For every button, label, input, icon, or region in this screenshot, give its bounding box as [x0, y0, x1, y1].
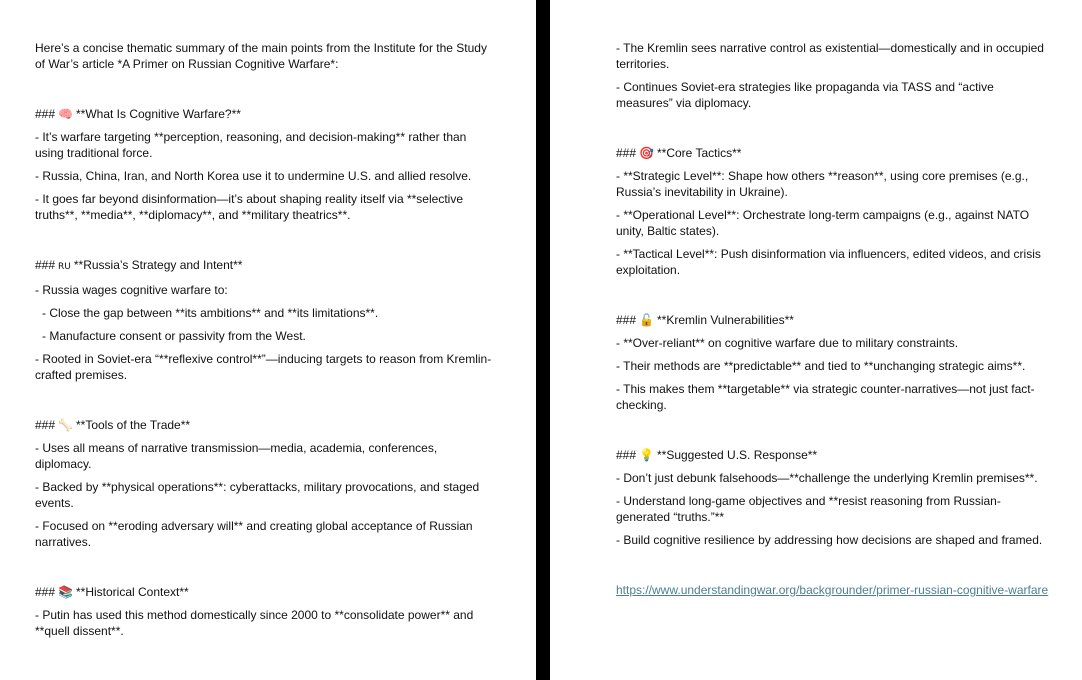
- list-item: - Putin has used this method domestically since 2000 to **consolidate power** and **quell dissent**.: [35, 608, 474, 638]
- source-link[interactable]: https://www.understandingwar.org/backgrounder/primer-russian-cognitive-warfare: [616, 583, 1049, 597]
- light-bulb-icon: 💡: [639, 448, 654, 462]
- list-item: - Continues Soviet-era strategies like propaganda via TASS and “active measures” via diplomacy.: [616, 80, 994, 110]
- heading-prefix: ###: [616, 313, 637, 327]
- section-heading: [616, 312, 1052, 328]
- list-item: - Russia, China, Iran, and North Korea use it to undermine U.S. and allied resolve.: [35, 169, 472, 183]
- left-page: [0, 0, 536, 680]
- section-heading: [35, 584, 496, 600]
- list-item: - It goes far beyond disinformation—it’s about shaping reality itself via **selective truths**, **media**, **diplomacy**, and **military theatrics**.: [35, 192, 463, 222]
- section-historical-context: [35, 584, 496, 639]
- list-item: - Russia wages cognitive warfare to:: [35, 283, 228, 297]
- source-link-block: [616, 582, 1052, 598]
- list-item: - Rooted in Soviet-era “**reflexive control**”—inducing targets to reason from Kremlin-crafted premises.: [35, 352, 492, 382]
- section-russia-strategy: [35, 257, 496, 383]
- section-heading: [616, 447, 1052, 463]
- heading-title: **Russia’s Strategy and Intent**: [73, 258, 243, 272]
- heading-title: **Core Tactics**: [656, 146, 742, 160]
- list-item: - Their methods are **predictable** and tied to **unchanging strategic aims**.: [616, 359, 1026, 373]
- section-heading: [616, 145, 1052, 161]
- heading-prefix: ###: [616, 448, 637, 462]
- section-heading: [35, 106, 496, 122]
- books-icon: 📚: [58, 585, 73, 599]
- list-item: - The Kremlin sees narrative control as existential—domestically and in occupied territories.: [616, 41, 1044, 71]
- list-item: - **Over-reliant** on cognitive warfare due to military constraints.: [616, 336, 959, 350]
- heading-prefix: ###: [35, 418, 56, 432]
- section-kremlin-vulnerabilities: [616, 312, 1052, 413]
- section-core-tactics: [616, 145, 1052, 278]
- heading-title: **Suggested U.S. Response**: [656, 448, 818, 462]
- section-suggested-response: [616, 447, 1052, 548]
- unlocked-icon: 🔓: [639, 313, 654, 327]
- heading-prefix: ###: [35, 585, 56, 599]
- heading-title: **Tools of the Trade**: [75, 418, 191, 432]
- section-tools-of-trade: [35, 417, 496, 550]
- list-item: - Focused on **eroding adversary will** and creating global acceptance of Russian narratives.: [35, 519, 473, 549]
- right-page: [550, 0, 1082, 680]
- heading-prefix: ###: [35, 107, 56, 121]
- section-what-is-cognitive-warfare: [35, 106, 496, 223]
- list-item: - Backed by **physical operations**: cyberattacks, military provocations, and staged events.: [35, 480, 480, 510]
- list-item: - This makes them **targetable** via strategic counter-narratives—not just fact-checking.: [616, 382, 1035, 412]
- heading-prefix: ###: [35, 258, 56, 272]
- page-divider: [536, 0, 550, 680]
- heading-title: **What Is Cognitive Warfare?**: [75, 107, 241, 121]
- list-item: - **Operational Level**: Orchestrate long-term campaigns (e.g., against NATO unity, Baltic states).: [616, 208, 1030, 238]
- section-heading: [35, 417, 496, 433]
- russia-flag-icon: RU: [58, 262, 71, 272]
- list-item: - Understand long-game objectives and **resist reasoning from Russian-generated “truths.”**: [616, 494, 1001, 524]
- list-item: - Don’t just debunk falsehoods—**challenge the underlying Kremlin premises**.: [616, 471, 1038, 485]
- list-item: - It’s warfare targeting **perception, reasoning, and decision-making** rather than using traditional force.: [35, 130, 467, 160]
- list-item: - **Tactical Level**: Push disinformation via influencers, edited videos, and crisis exploitation.: [616, 247, 1041, 277]
- bone-icon: 🦴: [58, 418, 73, 432]
- brain-icon: 🧠: [58, 107, 73, 121]
- list-subitem: - Manufacture consent or passivity from the West.: [42, 329, 306, 343]
- section-continued: [616, 40, 1052, 111]
- list-item: - **Strategic Level**: Shape how others **reason**, using core premises (e.g., Russia’s inevitability in Ukraine).: [616, 169, 1029, 199]
- target-icon: 🎯: [639, 146, 654, 160]
- intro-text: Here’s a concise thematic summary of the main points from the Institute for the Study of War’s article *A Primer on Russian Cognitive Warfare*:: [35, 41, 487, 71]
- list-subitem: - Close the gap between **its ambitions** and **its limitations**.: [42, 306, 379, 320]
- heading-prefix: ###: [616, 146, 637, 160]
- heading-title: **Kremlin Vulnerabilities**: [656, 313, 794, 327]
- list-item: - Uses all means of narrative transmission—media, academia, conferences, diplomacy.: [35, 441, 438, 471]
- heading-title: **Historical Context**: [75, 585, 189, 599]
- section-heading: [35, 257, 496, 275]
- list-item: - Build cognitive resilience by addressing how decisions are shaped and framed.: [616, 533, 1043, 547]
